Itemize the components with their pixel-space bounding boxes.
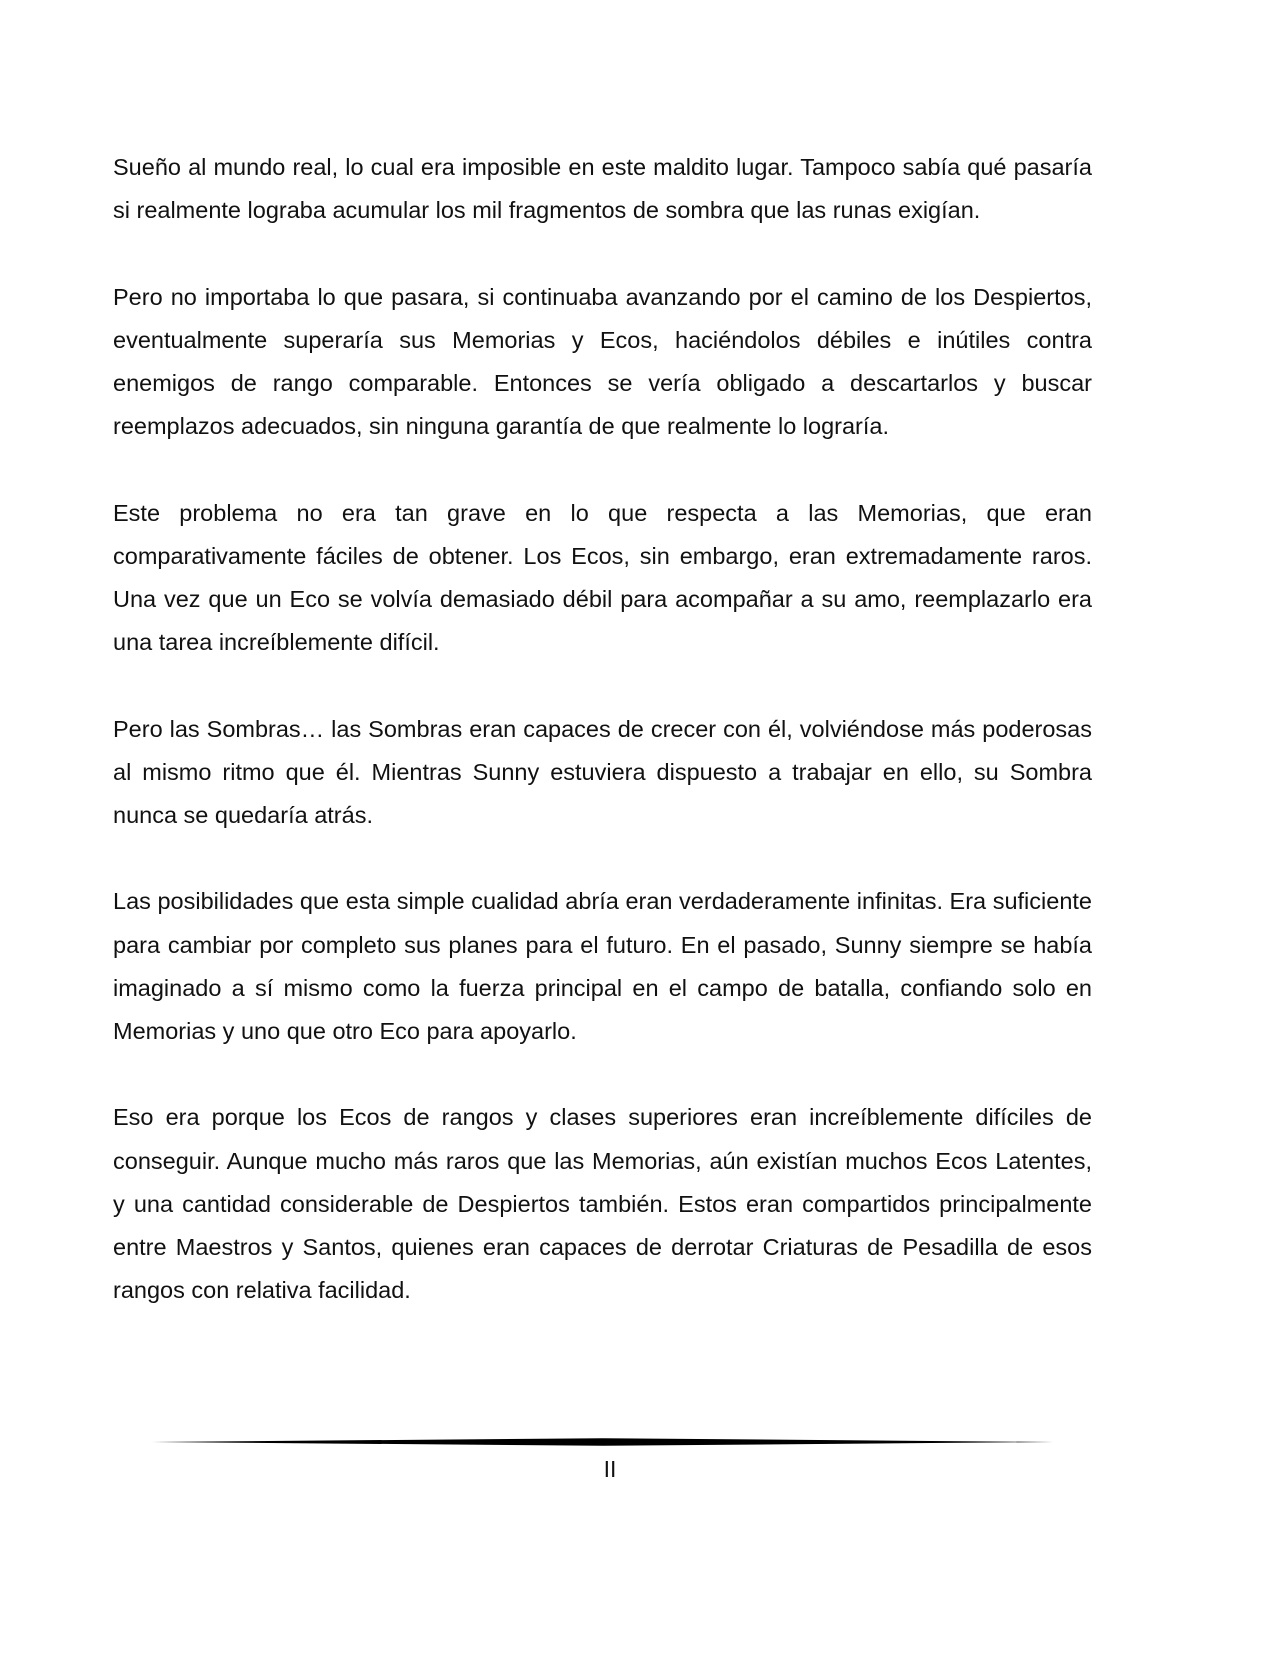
paragraph-6: Eso era porque los Ecos de rangos y clases superiores eran increíblemente difíciles de conseguir. Aunque mucho más raros que las Memorias, aún existían muchos Ecos Latentes, y una cantidad considerable de Despiertos también. Estos eran compartidos principalmente entre Maestros y Santos, quienes eran capaces de derrotar Criaturas de Pesadilla de esos rangos con relativa facilidad. <box>113 1104 1092 1304</box>
footer-divider <box>152 1437 1054 1447</box>
paragraph-3: Este problema no era tan grave en lo que respecta a las Memorias, que eran comparativamente fáciles de obtener. Los Ecos, sin embargo, eran extremadamente raros. Una vez que un Eco se volvía demasiado débil para acompañar a su amo, reemplazarlo era una tarea increíblemente difícil. <box>113 499 1092 656</box>
divider-swash <box>152 1438 1054 1446</box>
body-text <box>113 146 1092 1312</box>
paragraph-2: Pero no importaba lo que pasara, si continuaba avanzando por el camino de los Despiertos, eventualmente superaría sus Memorias y Ecos, haciéndolos débiles e inútiles contra enemigos de rango comparable. Entonces se vería obligado a descartarlos y buscar reemplazos adecuados, sin ninguna garantía de que realmente lo lograría. <box>113 283 1092 440</box>
paragraph-5: Las posibilidades que esta simple cualidad abría eran verdaderamente infinitas. Era suficiente para cambiar por completo sus planes para el futuro. En el pasado, Sunny siempre se había imaginado a sí mismo como la fuerza principal en el campo de batalla, confiando solo en Memorias y uno que otro Eco para apoyarlo. <box>113 888 1092 1044</box>
paragraph-4: Pero las Sombras… las Sombras eran capaces de crecer con él, volviéndose más poderosas al mismo ritmo que él. Mientras Sunny estuviera dispuesto a trabajar en ello, su Sombra nunca se quedaría atrás. <box>113 715 1092 828</box>
paragraph-1: Sueño al mundo real, lo cual era imposible en este maldito lugar. Tampoco sabía qué pasaría si realmente lograba acumular los mil fragmentos de sombra que las runas exigían. <box>113 154 1092 224</box>
page-number: II <box>603 1456 617 1482</box>
